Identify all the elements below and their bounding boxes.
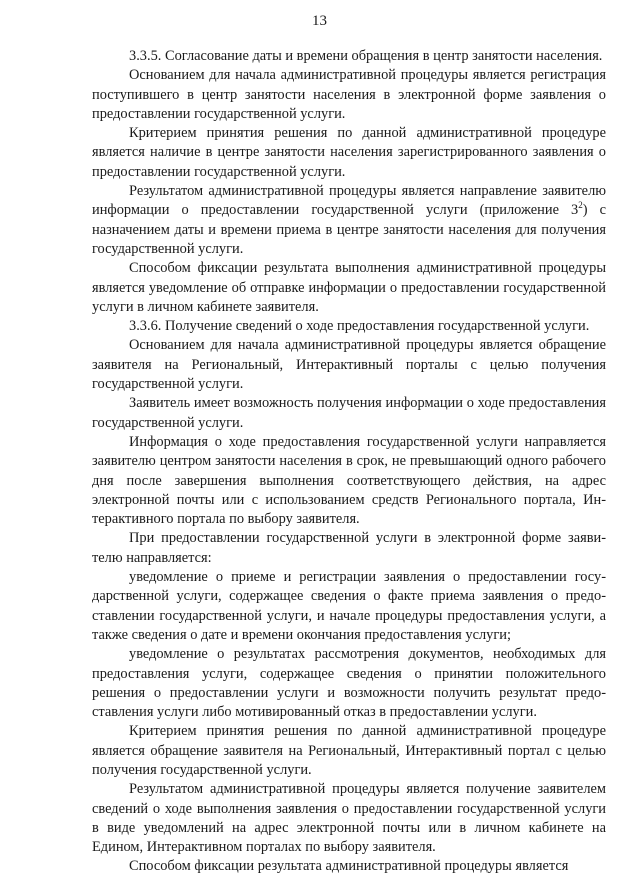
paragraph-progress-info: Информация о ходе предоставления государственной услуги направляется заявителю центром занятости населения в срок, не превышающий одного рабочего дня после завершения выполнения соответствующего действия, на адрес электронной почты или с использованием средств Регионального портала, Интерактивного портала по выбору заявителя.	[92, 433, 606, 528]
paragraph-3-3-5-heading: 3.3.5. Согласование даты и времени обращения в центр занятости населения.	[129, 48, 603, 64]
paragraph-basis-2: Основанием для начала административной процедуры является обращение заявителя на Региональный, Интерактивный порталы с целью получения государственной услуги.	[92, 337, 606, 393]
page-number: 13	[312, 13, 327, 29]
paragraph-result-2: Результатом административной процедуры является получение заявителем сведений о ходе выполнения заявления о предоставлении государственной услуги в виде уведомлений на адрес электронной почты или в личном кабинете на Едином, Интерактивном порталах по выбору заявителя.	[92, 781, 606, 856]
paragraph-applicant-ability: Заявитель имеет возможность получения информации о ходе предоставления государственной услуги.	[92, 395, 606, 431]
paragraph-notice-results: уведомление о результатах рассмотрения документов, необходимых для предоставления услуги, содержащее сведения о принятии положительного решения о предоставлении услуги и возможности получить результат предоставления услуги либо мотивированный отказ в предоставлении услуги.	[92, 646, 606, 721]
paragraph-electronic-notice-intro: При предоставлении государственной услуги в электронной форме заявителю направляется:	[92, 530, 606, 566]
paragraph-decision-criterion: Критерием принятия решения по данной административной процедуре является наличие в центре занятости населения зарегистрированного заявления о предоставлении государственной услуги.	[92, 125, 606, 180]
paragraph-3-3-6-heading: 3.3.6. Получение сведений о ходе предоставления государственной услуги.	[129, 318, 590, 335]
paragraph-result-text-before: Результатом административной процедуры является направление заявителю информации о предоставлении государственной услуги (приложение 3	[92, 183, 606, 219]
paragraph-result-text-after: ) с назначением даты и времени приема в центре занятости населения для получения государственной услуги.	[92, 202, 606, 257]
document-body	[92, 47, 606, 877]
appendix-superscript: 2	[578, 200, 583, 211]
paragraph-notice-receipt: уведомление о приеме и регистрации заявления о предоставлении государственной услуги, содержащее сведения о факте приема заявления о предоставлении государственной услуги, и начале процедуры предоставления услуги, а также сведения о дате и времени окончания предоставления услуги;	[92, 569, 606, 643]
paragraph-basis: Основанием для начала административной процедуры является регистрация поступившего в центр занятости населения в электронной форме заявления о предоставлении государственной услуги.	[92, 67, 606, 122]
paragraph-fixation-method-2: Способом фиксации результата административной процедуры является	[129, 858, 569, 875]
paragraph-result	[92, 182, 606, 259]
paragraph-decision-criterion-2: Критерием принятия решения по данной административной процедуре является обращение заявителя на Региональный, Интерактивный портал с целью получения государственной услуги.	[92, 723, 606, 778]
paragraph-fixation-method: Способом фиксации результата выполнения административной процедуры является уведомление об отправке информации о предоставлении государственной услуги в личном кабинете заявителя.	[92, 260, 606, 315]
